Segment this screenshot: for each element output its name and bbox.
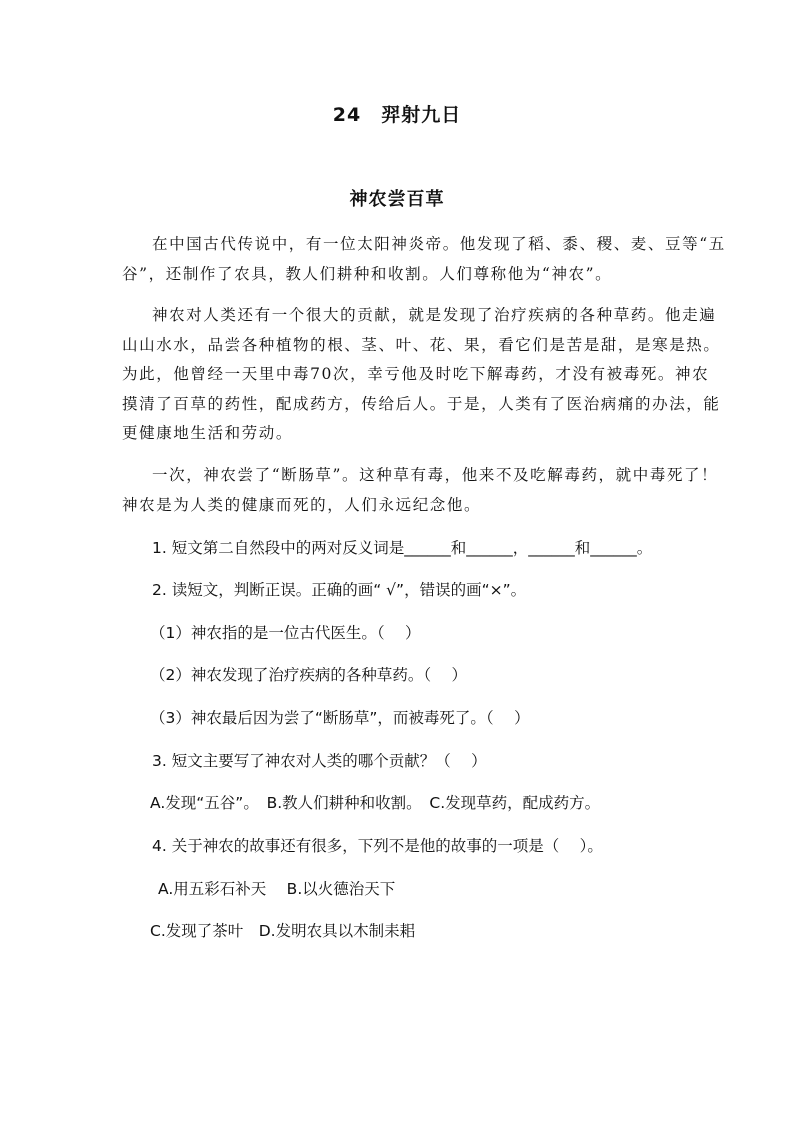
- passage-line: 一次，神农尝了“断肠草”。这种草有毒，他来不及吃解毒药，就中毒死了！: [152, 466, 719, 484]
- passage-title: 神农尝百草: [349, 189, 445, 210]
- question-2-item-1: （1）神农指的是一位古代医生。（ ）: [150, 624, 421, 642]
- question-2-item-2: （2）神农发现了治疗疾病的各种草药。（ ）: [150, 666, 468, 684]
- passage-line: 在中国古代传说中，有一位太阳神炎帝。他发现了稻、黍、稷、麦、豆等“五: [152, 235, 726, 253]
- question-4: 4. 关于神农的故事还有很多，下列不是他的故事的一项是（ ）。: [152, 837, 603, 855]
- page-title: 24 羿射九日: [332, 104, 462, 126]
- question-4-options-row-2: C.发现了茶叶 D.发明农具以木制耒耜: [150, 922, 416, 940]
- question-2: 2. 读短文，判断正误。正确的画“ √”，错误的画“×”。: [152, 581, 527, 599]
- passage-line: 山山水水，品尝各种植物的根、茎、叶、花、果，看它们是苦是甜，是寒是热。: [122, 336, 721, 354]
- passage-line: 神农对人类还有一个很大的贡献，就是发现了治疗疾病的各种草药。他走遍: [152, 306, 717, 324]
- question-3-options: A.发现“五谷”。 B.教人们耕种和收割。 C.发现草药，配成药方。: [150, 794, 601, 812]
- passage-line: 谷”，还制作了农具，教人们耕种和收割。人们尊称他为“神农”。: [122, 265, 613, 283]
- question-3: 3. 短文主要写了神农对人类的哪个贡献？（ ）: [152, 752, 487, 770]
- passage-line: 更健康地生活和劳动。: [122, 424, 294, 442]
- question-1: 1. 短文第二自然段中的两对反义词是______和______，______和______。: [152, 539, 653, 557]
- passage-line: 摸清了百草的药性，配成药方，传给后人。于是，人类有了医治病痛的办法，能: [122, 395, 721, 413]
- question-2-item-3: （3）神农最后因为尝了“断肠草”，而被毒死了。（ ）: [150, 709, 530, 727]
- passage-line: 为此，他曾经一天里中毒70次，幸亏他及时吃下解毒药，才没有被毒死。神农: [122, 365, 710, 383]
- question-4-options-row-1: A.用五彩石补天 B.以火德治天下: [158, 880, 396, 898]
- passage-line: 神农是为人类的健康而死的，人们永远纪念他。: [122, 496, 482, 514]
